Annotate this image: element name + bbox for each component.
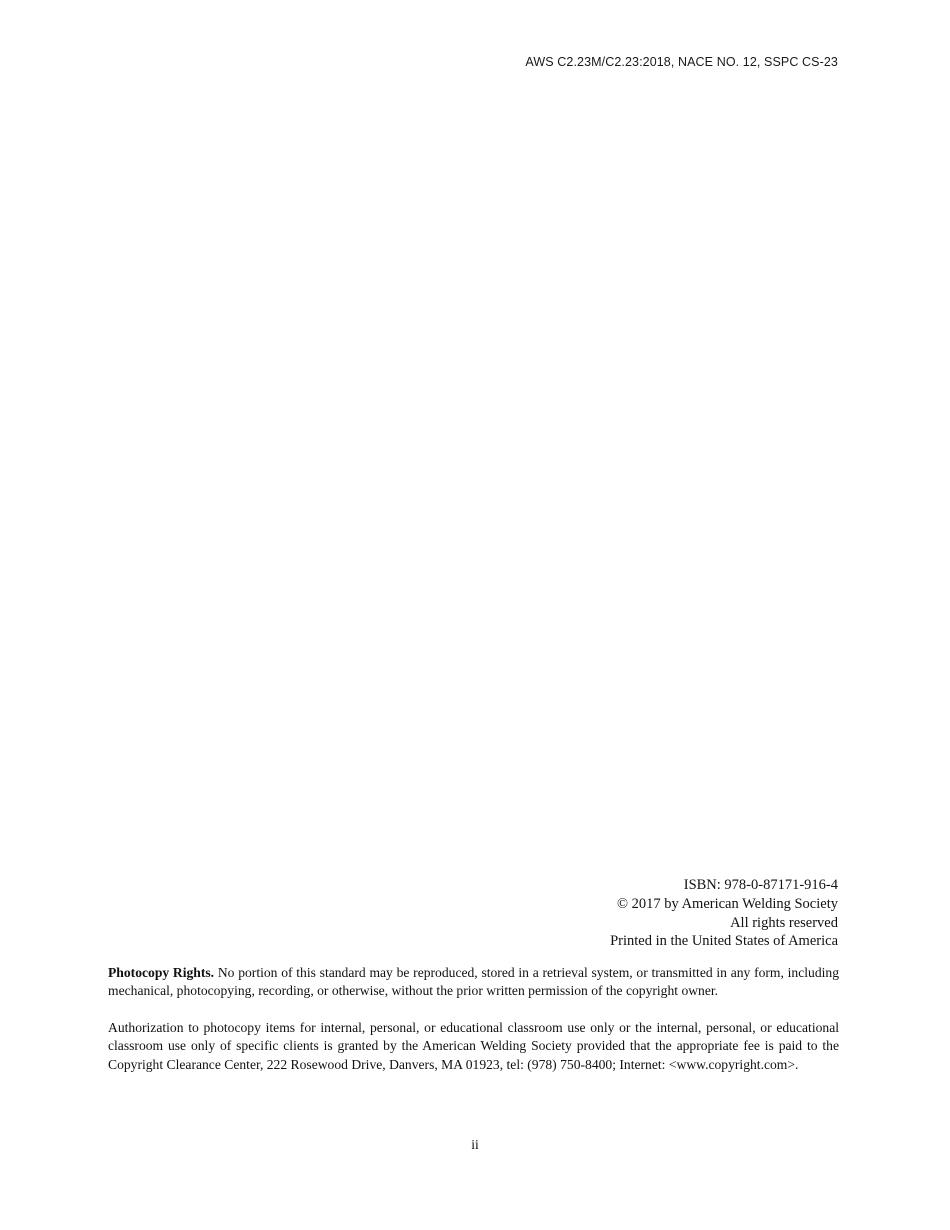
copyright-line: © 2017 by American Welding Society [616,895,838,912]
authorization-paragraph: Authorization to photocopy items for internal, personal, or educational classroom use only or the internal, personal, or educational classroom use only of specific clients is granted by the American Welding Society provided that the appropriate fee is paid to the Copyright Clearance Center, 222 Rosewood Drive, Danvers, MA 01923, tel: (978) 750-8400; Internet: <www.copyright.com>. [108,1019,839,1072]
photocopy-rights-body: No portion of this standard may be reproduced, stored in a retrieval system, or transmitted in any form, including mechanical, photocopying, recording, or otherwise, without the prior written permission of the copyright owner. [108,965,839,999]
isbn-line: ISBN: 978-0-87171-916-4 [683,877,838,893]
running-header: AWS C2.23M/C2.23:2018, NACE NO. 12, SSPC CS-23 [525,55,838,69]
page-number: ii [471,1137,479,1152]
legal-notices [108,964,839,1074]
imprint-block [108,876,838,951]
photocopy-rights-paragraph [108,964,839,1001]
printed-in-line: Printed in the United States of America [610,933,838,950]
photocopy-rights-lead-in: Photocopy Rights. [108,965,215,980]
rights-reserved-line: All rights reserved [730,914,838,931]
